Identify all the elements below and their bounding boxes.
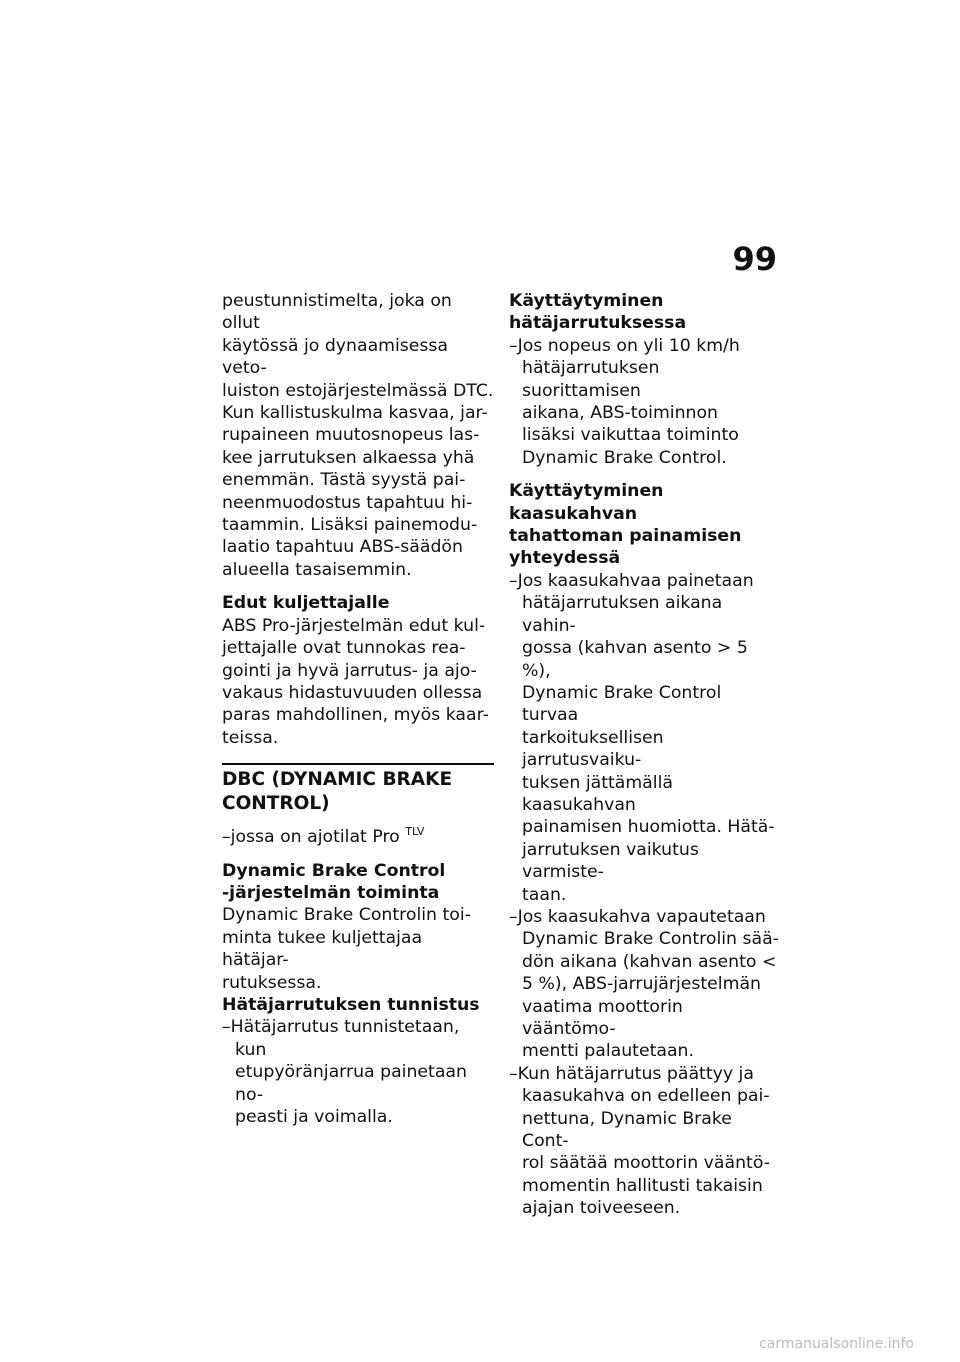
function-paragraph: Dynamic Brake Controlin toi- minta tukee kuljettajaa hätäjar- rutuksessa. — [222, 905, 471, 993]
throttle-list — [509, 570, 781, 1220]
throttle-heading: Käyttäytyminen kaasukahvan tahattoman painamisen yhteydessä — [509, 481, 742, 569]
function-heading: Dynamic Brake Control -järjestelmän toiminta — [222, 860, 446, 903]
list-item: –Jos nopeus on yli 10 km/h hätäjarrutuksen suorittamisen aikana, ABS-toiminnon lisäksi vaikuttaa toiminto Dynamic Brake Control. — [509, 335, 740, 468]
mode-requirement: –jossa on ajotilat Pro $^{TLV}$ — [222, 825, 425, 848]
left-column — [222, 290, 494, 1128]
watermark-link[interactable]: carmanualsonline.info — [759, 1336, 914, 1352]
benefits-paragraph: ABS Pro-järjestelmän edut kul- jettajalle ovat tunnokas rea- gointi ja hyvä jarrutus- ja ajo- vakaus hidastuvuuden ollessa paras mahdollinen, myös kaar- teissa. — [222, 615, 489, 748]
section-divider — [222, 763, 494, 815]
behaviour-list — [509, 335, 781, 469]
detection-heading: Hätäjarrutuksen tunnistus — [222, 994, 480, 1015]
mode-superscript: TLV — [405, 825, 425, 839]
list-item: –Jos kaasukahva vapautetaan Dynamic Brake Controlin sää- dön aikana (kahvan asento < 5 %), ABS-jarrujärjestelmän vaatima moottorin vääntömo- mentti palautetaan. — [509, 906, 779, 1062]
list-item: –Kun hätäjarrutus päättyy ja kaasukahva on edelleen pai- nettuna, Dynamic Brake Cont- rol säätää moottorin vääntö- momentin hallitusti takaisin ajajan toiveeseen. — [509, 1063, 770, 1219]
page-number: 99 — [732, 240, 777, 278]
behaviour-heading: Käyttäytyminen hätäjarrutuksessa — [509, 291, 687, 334]
detection-list — [222, 1016, 494, 1128]
intro-paragraph: peustunnistimelta, joka on ollut käytössä jo dynaamisessa veto- luiston estojärjestelmässä DTC. Kun kallistuskulma kasvaa, jar- rupaineen muutosnopeus las- kee jarrutuksen alkaessa yhä enemmän. Tästä syystä pai- neenmuodostus tapahtuu hi- taammin. Lisäksi painemodu- laatio tapahtuu ABS-säädön alueella tasaisemmin. — [222, 291, 494, 580]
benefits-heading: Edut kuljettajalle — [222, 593, 390, 614]
right-column — [509, 290, 781, 1220]
dbc-heading: DBC (DYNAMIC BRAKE CONTROL) — [222, 769, 453, 814]
list-item: –Jos kaasukahvaa painetaan hätäjarrutuksen aikana vahin- gossa (kahvan asento > 5 %), Dynamic Brake Control turvaa tarkoituksellisen jarrutusvaiku- tuksen jättämällä kaasukahvan painamisen huomiotta. Hätä- jarrutuksen vaikutus varmiste- taan. — [509, 570, 775, 905]
list-item: –Hätäjarrutus tunnistetaan, kun etupyöränjarrua painetaan no- peasti ja voimalla. — [222, 1017, 467, 1127]
